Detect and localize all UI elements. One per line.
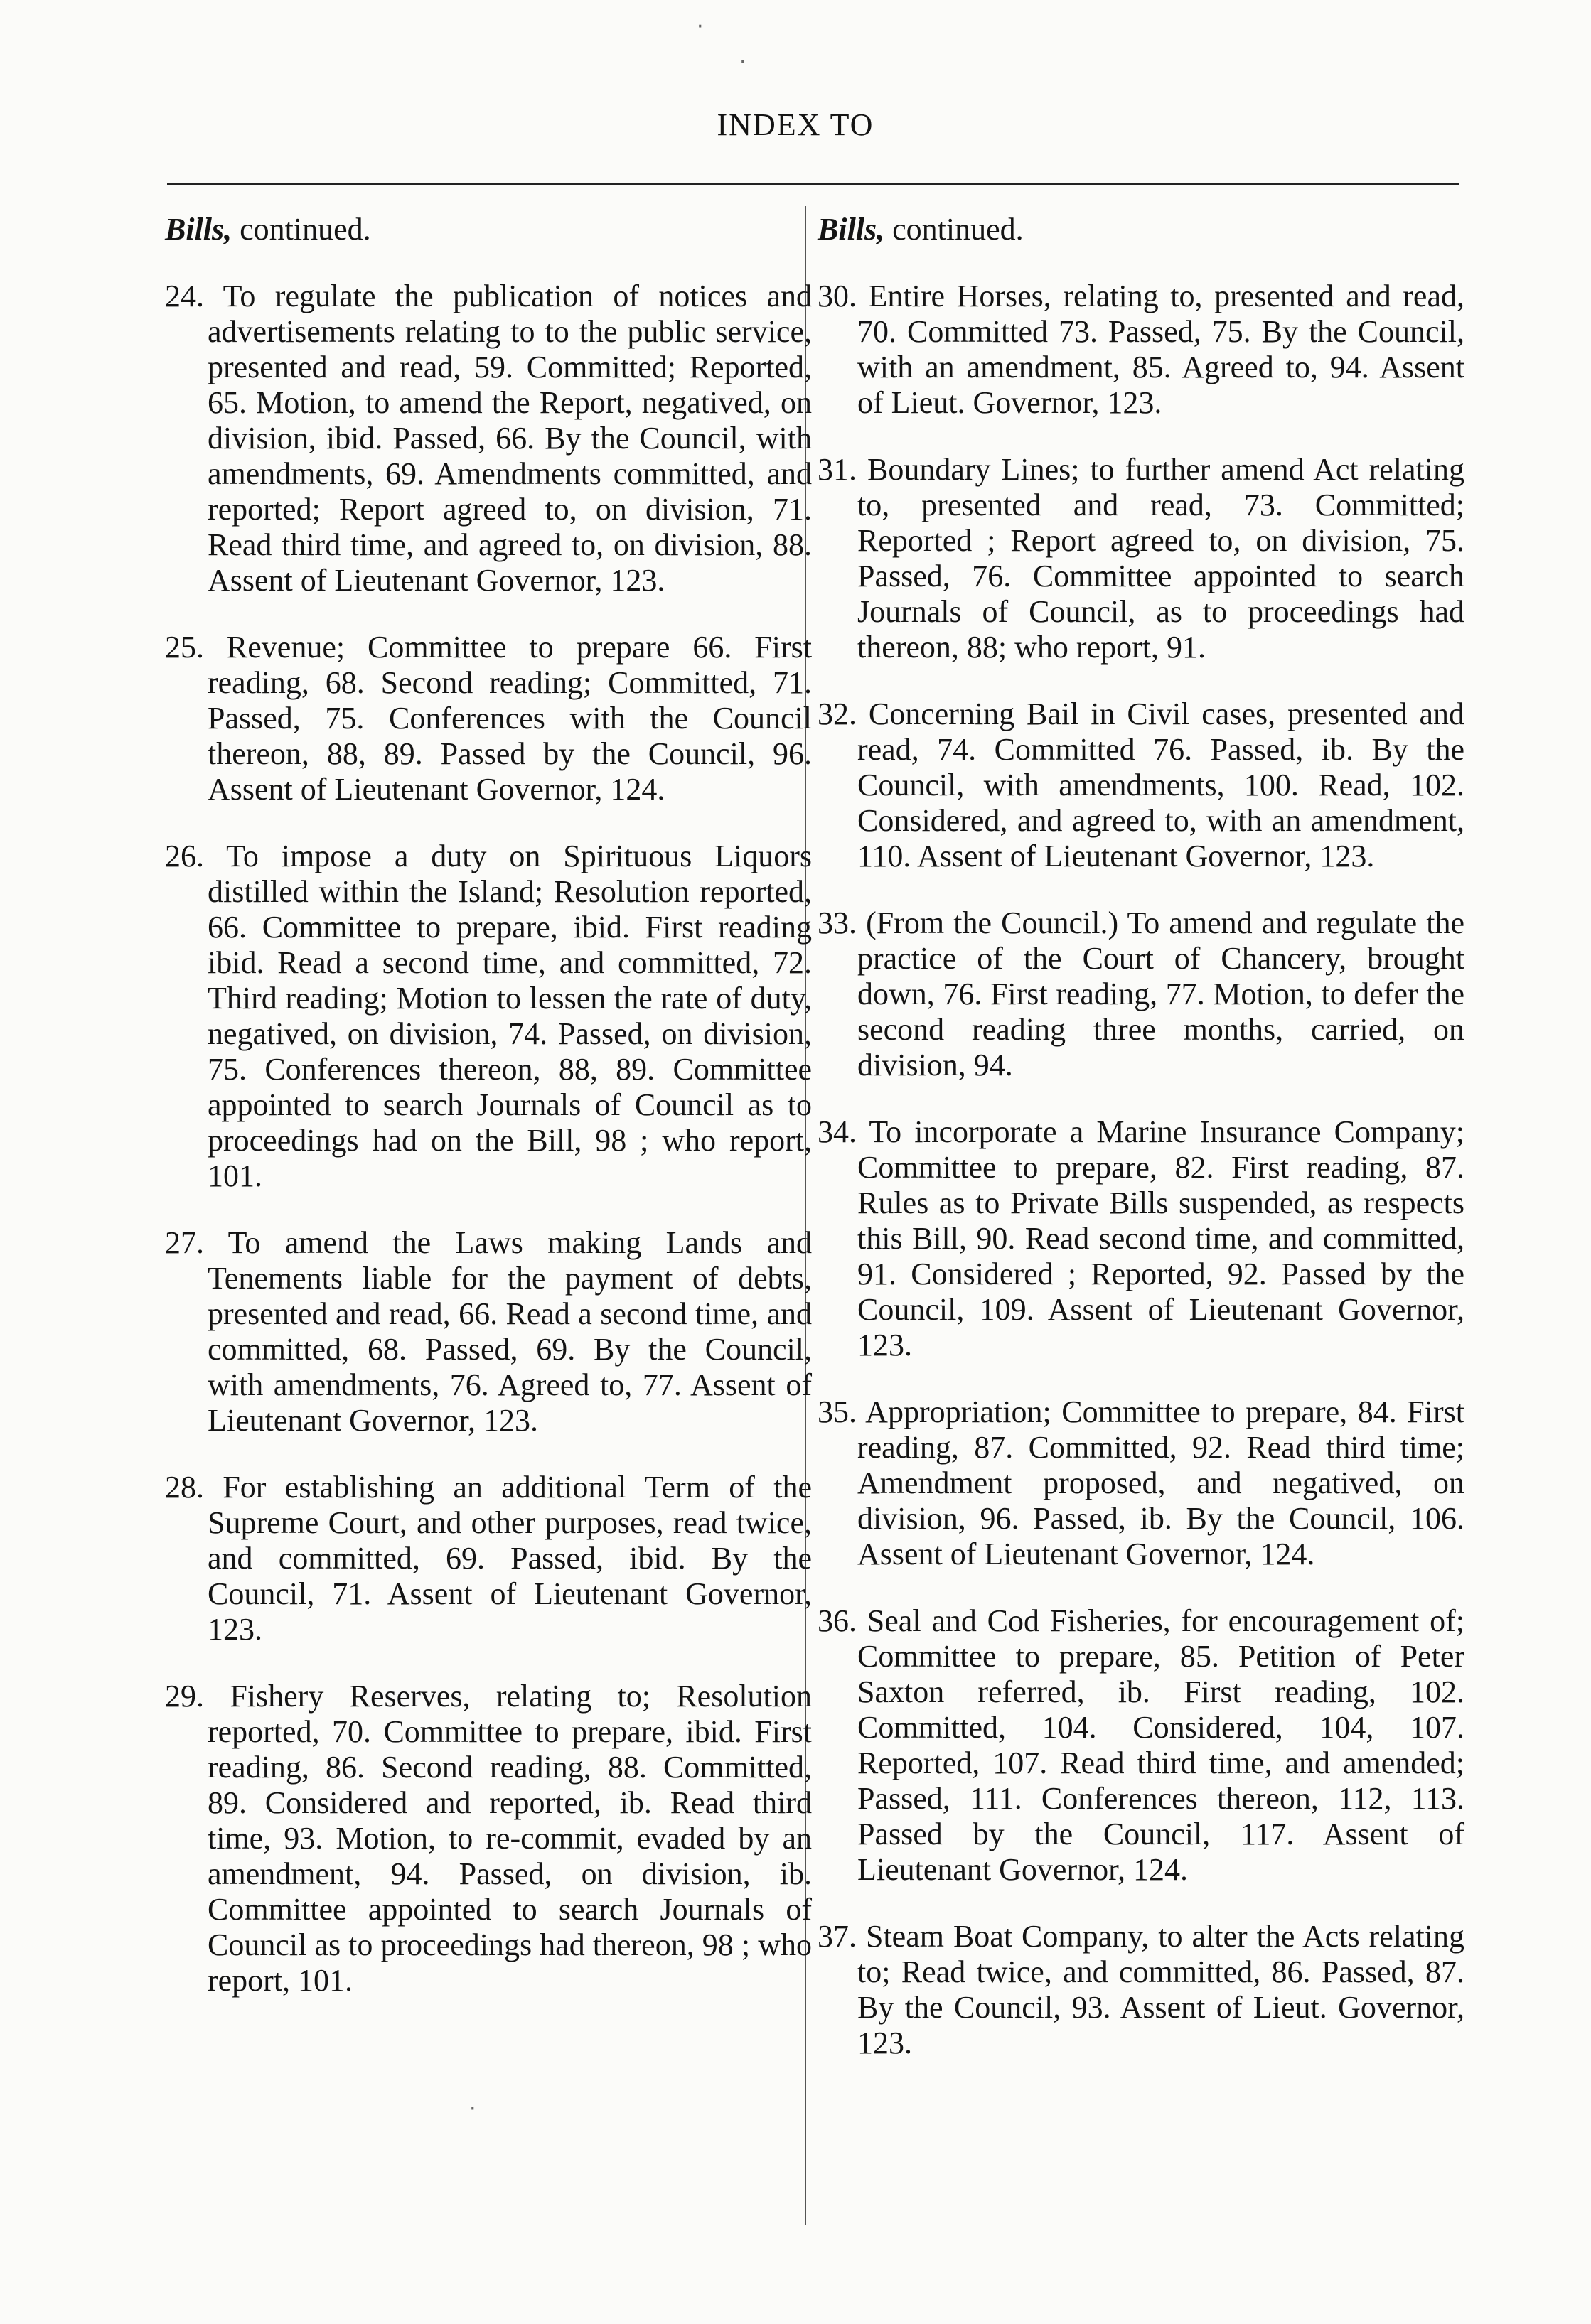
index-entry-35: 35. Appropriation; Committee to prepare, 84. First reading, 87. Committed, 92. Read third time; Amendment proposed, and negatived, on division, 96. Passed, ib. By the Council, 106. Assent of Lieutenant Governor, 124. bbox=[818, 1394, 1464, 1571]
index-entry-28: 28. For establishing an additional Term of the Supreme Court, and other purposes, read twice, and committed, 69. Passed, ibid. By the Council, 71. Assent of Lieutenant Governor, 123. bbox=[165, 1470, 812, 1647]
index-entry-25: 25. Revenue; Committee to prepare 66. First reading, 68. Second reading; Committed, 71. Passed, 75. Conferences with the Council thereon, 88, 89. Passed by the Council, 96. Assent of Lieutenant Governor, 124. bbox=[165, 630, 812, 807]
index-entry-30: 30. Entire Horses, relating to, presented and read, 70. Committed 73. Passed, 75. By the Council, with an amendment, 85. Agreed to, 94. Assent of Lieut. Governor, 123. bbox=[818, 279, 1464, 420]
index-entry-33: 33. (From the Council.) To amend and regulate the practice of the Court of Chancery, brought down, 76. First reading, 77. Motion, to defer the second reading three months, carried, on division, 94. bbox=[818, 905, 1464, 1082]
index-entry-32: 32. Concerning Bail in Civil cases, presented and read, 74. Committed 76. Passed, ib. By the Council, with amendments, 100. Read, 102. Considered, and agreed to, with an amendment, 110. Assent of Lieutenant Governor, 123. bbox=[818, 696, 1464, 873]
header-rule bbox=[167, 183, 1459, 185]
index-entry-26: 26. To impose a duty on Spirituous Liquors distilled within the Island; Resolution reported, 66. Committee to prepare, ibid. First reading ibid. Read a second time, and committed, 72. Third reading; Motion to lessen the rate of duty, negatived, on division, 74. Passed, on division, 75. Conferences thereon, 88, 89. Committee appointed to search Journals of Council as to proceedings had on the Bill, 98 ; who report, 101. bbox=[165, 839, 812, 1193]
left-column-heading bbox=[165, 212, 812, 247]
running-title: INDEX TO bbox=[717, 107, 874, 142]
index-entry-24: 24. To regulate the publication of notices and advertisements relating to to the public service, presented and read, 59. Committed; Reported, 65. Motion, to amend the Report, negatived, on division, ibid. Passed, 66. By the Council, with amendments, 69. Amendments committed, and reported; Report agreed to, on division, 71. Read third time, and agreed to, on division, 88. Assent of Lieutenant Governor, 123. bbox=[165, 279, 812, 598]
heading-rest: continued. bbox=[884, 212, 1024, 247]
left-column bbox=[165, 212, 812, 2011]
index-entry-31: 31. Boundary Lines; to further amend Act relating to, presented and read, 73. Committed; Reported ; Report agreed to, on division, 75. Passed, 76. Committee appointed to search Journals of Council, as to proceedings had thereon, 88; who report, 91. bbox=[818, 452, 1464, 665]
print-speck: · bbox=[469, 2097, 476, 2121]
index-entry-27: 27. To amend the Laws making Lands and Tenements liable for the payment of debts, presented and read, 66. Read a second time, and committed, 68. Passed, 69. By the Council, with amendments, 76. Agreed to, 77. Assent of Lieutenant Governor, 123. bbox=[165, 1225, 812, 1438]
index-entry-36: 36. Seal and Cod Fisheries, for encouragement of; Committee to prepare, 85. Petition of Peter Saxton referred, ib. First reading, 102. Committed, 104. Considered, 104, 107. Reported, 107. Read third time, and amended; Passed, 111. Conferences thereon, 112, 113. Passed by the Council, 117. Assent of Lieutenant Governor, 124. bbox=[818, 1603, 1464, 1887]
index-entry-29: 29. Fishery Reserves, relating to; Resolution reported, 70. Committee to prepare, ibid. First reading, 86. Second reading, 88. Committed, 89. Considered and reported, ib. Read third time, 93. Motion, to re-commit, evaded by an amendment, 94. Passed, on division, ib. Committee appointed to search Journals of Council as to proceedings had thereon, 98 ; who report, 101. bbox=[165, 1679, 812, 1998]
print-speck: · bbox=[697, 14, 704, 39]
heading-italic: Bills, bbox=[165, 212, 232, 247]
heading-rest: continued. bbox=[232, 212, 371, 247]
right-column bbox=[818, 212, 1464, 2074]
right-column-heading bbox=[818, 212, 1464, 247]
index-entry-37: 37. Steam Boat Company, to alter the Acts relating to; Read twice, and committed, 86. Passed, 87. By the Council, 93. Assent of Lieut. Governor, 123. bbox=[818, 1919, 1464, 2060]
index-entry-34: 34. To incorporate a Marine Insurance Company; Committee to prepare, 82. First reading, 87. Rules as to Private Bills suspended, as respects this Bill, 90. Read second time, and committed, 91. Considered ; Reported, 92. Passed by the Council, 109. Assent of Lieutenant Governor, 123. bbox=[818, 1114, 1464, 1362]
print-speck: · bbox=[739, 50, 746, 75]
heading-italic: Bills, bbox=[818, 212, 885, 247]
